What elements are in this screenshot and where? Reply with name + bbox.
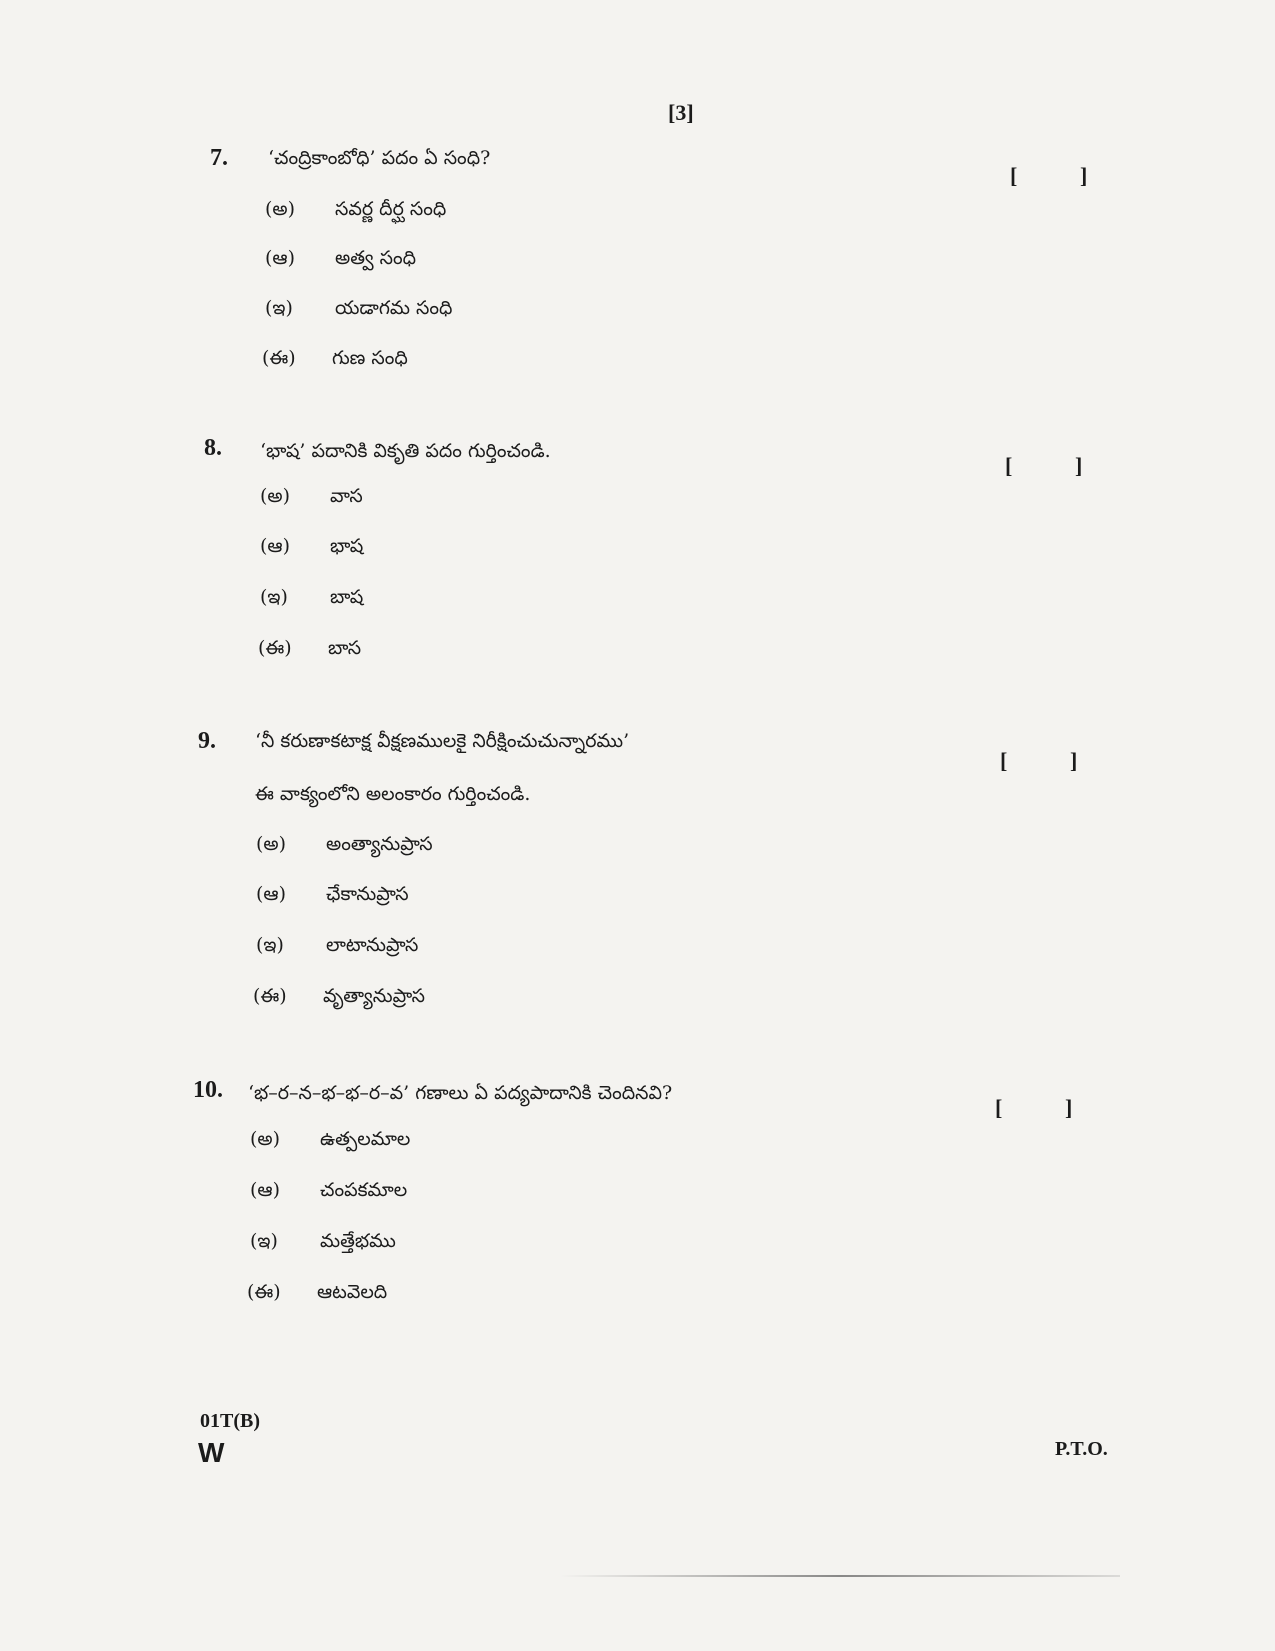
option-text: సవర్ణ దీర్ఘ సంధి [335, 198, 447, 220]
bracket-close: ] [1065, 1095, 1073, 1120]
bracket-open: [ [1000, 748, 1008, 773]
option-a [260, 485, 363, 512]
option-i [260, 586, 363, 613]
option-ii [258, 637, 361, 664]
option-ii [262, 347, 408, 374]
option-label: (ఇ) [265, 297, 293, 319]
option-i [250, 1230, 396, 1257]
option-text: గుణ సంధి [332, 347, 408, 369]
option-label: (ఇ) [260, 586, 288, 608]
option-label: (ఈ) [258, 637, 292, 659]
option-label: (అ) [256, 833, 287, 855]
question-text-line-2: ఈ వాక్యంలోని అలంకారం గుర్తించండి. [255, 783, 531, 805]
option-text: అత్వ సంధి [335, 247, 417, 269]
page-number: [3] [668, 100, 694, 125]
option-a [265, 198, 446, 225]
bracket-open: [ [1010, 163, 1018, 188]
option-aa [250, 1179, 407, 1206]
option-text: ఉత్పలమాల [320, 1128, 411, 1150]
option-ii [247, 1281, 387, 1308]
option-text: లాటానుప్రాస [326, 934, 419, 956]
option-text: వాస [330, 485, 363, 507]
option-a [256, 833, 433, 860]
option-label: (అ) [260, 485, 291, 507]
bracket-close: ] [1070, 748, 1078, 773]
option-aa [260, 535, 363, 562]
option-label: (ఈ) [247, 1281, 281, 1303]
option-ii [253, 985, 425, 1012]
option-text: వృత్యానుప్రాస [323, 985, 425, 1007]
option-label: (అ) [265, 198, 296, 220]
option-label: (ఆ) [250, 1179, 280, 1201]
paper-code: 01T(B) [200, 1410, 260, 1432]
option-text: యడాగమ సంధి [335, 297, 453, 319]
bracket-open: [ [1005, 453, 1013, 478]
option-aa [256, 883, 409, 910]
question-number: 10. [193, 1077, 223, 1103]
please-turn-over: P.T.O. [1055, 1438, 1108, 1460]
option-text: చంపకమాల [320, 1179, 408, 1201]
series-mark: W [198, 1437, 225, 1468]
option-a [250, 1128, 410, 1155]
option-text: ఛేకానుప్రాస [326, 883, 409, 905]
option-label: (ఇ) [256, 934, 284, 956]
question-text: ‘భాష’ పదానికి వికృతి పదం గుర్తించండి. [260, 440, 551, 462]
question-number: 7. [210, 145, 228, 171]
option-aa [265, 247, 416, 274]
option-label: (ఆ) [265, 247, 295, 269]
option-text: భాష [330, 535, 364, 557]
option-label: (ఈ) [253, 985, 287, 1007]
option-text: మత్తేభము [320, 1230, 396, 1252]
bracket-close: ] [1080, 163, 1088, 188]
bracket-close: ] [1075, 453, 1083, 478]
option-label: (ఈ) [262, 347, 296, 369]
question-text: ‘భ–ర–న–భ–భ–ర–వ’ గణాలు ఏ పద్యపాదానికి చెందినవి? [248, 1082, 673, 1104]
option-text: బాష [330, 586, 364, 608]
option-text: ఆటవెలది [317, 1281, 388, 1303]
option-label: (ఆ) [260, 535, 290, 557]
option-i [265, 297, 452, 324]
bracket-open: [ [995, 1095, 1003, 1120]
option-text: బాస [328, 637, 362, 659]
question-text: ‘చంద్రికాంబోధి’ పదం ఏ సంధి? [268, 147, 491, 169]
scan-artifact-line [560, 1575, 1120, 1577]
option-label: (ఇ) [250, 1230, 278, 1252]
option-text: అంత్యానుప్రాస [326, 833, 433, 855]
question-number: 8. [204, 435, 222, 461]
option-label: (అ) [250, 1128, 281, 1150]
question-text: ‘నీ కరుణాకటాక్ష వీక్షణములకై నిరీక్షించుచున్నారము’ [255, 730, 630, 752]
option-label: (ఆ) [256, 883, 286, 905]
question-number: 9. [198, 728, 216, 754]
option-i [256, 934, 418, 961]
